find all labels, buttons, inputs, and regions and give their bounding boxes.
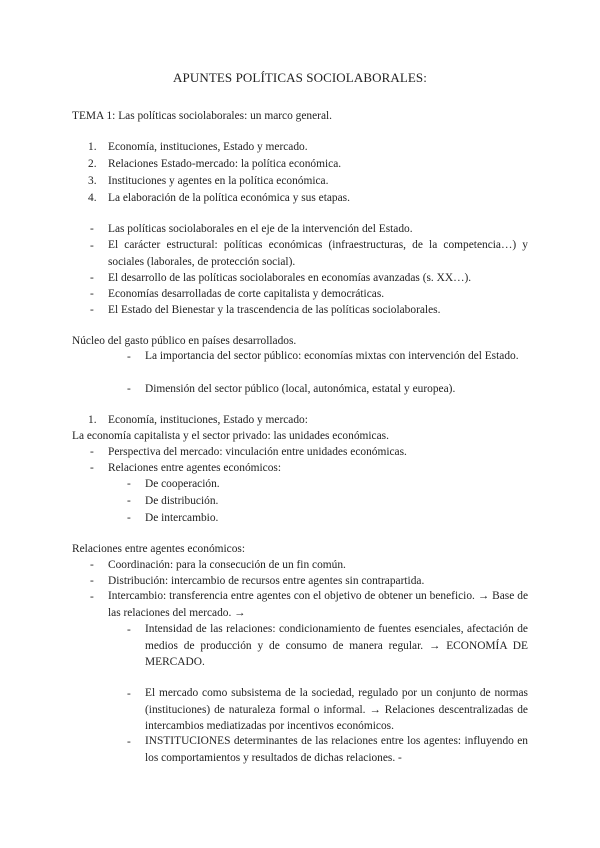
dash-marker: - — [127, 736, 131, 748]
list-item — [88, 139, 97, 155]
dash-marker: - — [90, 288, 94, 300]
dash-marker: - — [127, 383, 131, 395]
dash-marker: - — [90, 462, 94, 474]
nucleo-heading: Núcleo del gasto público en países desarrollados. — [72, 335, 297, 347]
bullet-text: El Estado del Bienestar y la trascendencia de las políticas sociolaborales. — [108, 304, 441, 316]
relaciones-subitem: Intensidad de las relaciones: condicionamiento de fuentes esenciales, afectación de medios de producción y de consumo de manera regular. → ECONOMÍA DE MERCADO. — [145, 623, 528, 668]
section-heading: Economía, instituciones, Estado y mercado: — [108, 414, 308, 426]
list-item-text: Instituciones y agentes en la política económica. — [108, 175, 329, 187]
section-intro: La economía capitalista y el sector privado: las unidades económicas. — [72, 430, 389, 442]
bullet-text: El carácter estructural: políticas económicas (infraestructuras, de la competencia…) y sociales (laborales, de protección social). — [108, 239, 528, 268]
relaciones-heading: Relaciones entre agentes económicos: — [72, 543, 246, 555]
section-subitem: De cooperación. — [145, 478, 220, 490]
dash-marker: - — [90, 446, 94, 458]
dash-marker: - — [90, 240, 94, 252]
list-item — [88, 173, 97, 189]
list-item-text: La elaboración de la política económica y sus etapas. — [108, 192, 350, 204]
dash-marker: - — [90, 575, 94, 587]
bullet-text: El desarrollo de las políticas sociolaborales en economías avanzadas (s. XX…). — [108, 272, 472, 284]
list-item-text: Relaciones Estado-mercado: la política económica. — [108, 158, 342, 170]
dash-marker: - — [90, 304, 94, 316]
section-item: Relaciones entre agentes económicos: — [108, 462, 282, 474]
list-number: 4. — [88, 192, 97, 204]
tema-heading: TEMA 1: Las políticas sociolaborales: un marco general. — [72, 110, 333, 122]
nucleo-item: La importancia del sector público: economías mixtas con intervención del Estado. — [145, 350, 519, 362]
dash-marker: - — [90, 223, 94, 235]
relaciones-item: Intercambio: transferencia entre agentes con el objetivo de obtener un beneficio. → Base de las relaciones del mercado. → — [108, 590, 528, 619]
relaciones-subitem: El mercado como subsistema de la sociedad, regulado por un conjunto de normas (instituciones) de naturaleza formal o informal. → Relaciones descentralizadas de intercambios mediatizadas por incentivos económicos. — [145, 687, 528, 732]
list-number: 2. — [88, 158, 97, 170]
dash-marker: - — [90, 591, 94, 603]
dash-marker: - — [127, 478, 131, 490]
bullet-text: Las políticas sociolaborales en el eje de la intervención del Estado. — [108, 223, 413, 235]
dash-marker: - — [127, 512, 131, 524]
document-title: APUNTES POLÍTICAS SOCIOLABORALES: — [173, 70, 427, 85]
section-subitem: De intercambio. — [145, 512, 219, 524]
list-item-text: Economía, instituciones, Estado y mercado. — [108, 141, 308, 153]
list-item — [88, 156, 97, 172]
relaciones-item: Distribución: intercambio de recursos entre agentes sin contrapartida. — [108, 575, 425, 587]
section-item: Perspectiva del mercado: vinculación entre unidades económicas. — [108, 446, 407, 458]
relaciones-subitem: INSTITUCIONES determinantes de las relaciones entre los agentes: influyendo en los comportamientos y resultados de dichas relaciones. - — [145, 735, 528, 764]
dash-marker: - — [90, 559, 94, 571]
list-number: 3. — [88, 175, 97, 187]
dash-marker: - — [90, 272, 94, 284]
list-item — [88, 190, 97, 206]
dash-marker: - — [127, 688, 131, 700]
bullet-text: Economías desarrolladas de corte capitalista y democráticas. — [108, 288, 385, 300]
section-number: 1. — [88, 414, 97, 426]
dash-marker: - — [127, 495, 131, 507]
dash-marker: - — [127, 351, 131, 363]
dash-marker: - — [127, 624, 131, 636]
section-subitem: De distribución. — [145, 495, 219, 507]
list-number: 1. — [88, 141, 97, 153]
relaciones-item: Coordinación: para la consecución de un fin común. — [108, 559, 346, 571]
nucleo-item: Dimensión del sector público (local, autonómica, estatal y europea). — [145, 383, 456, 395]
